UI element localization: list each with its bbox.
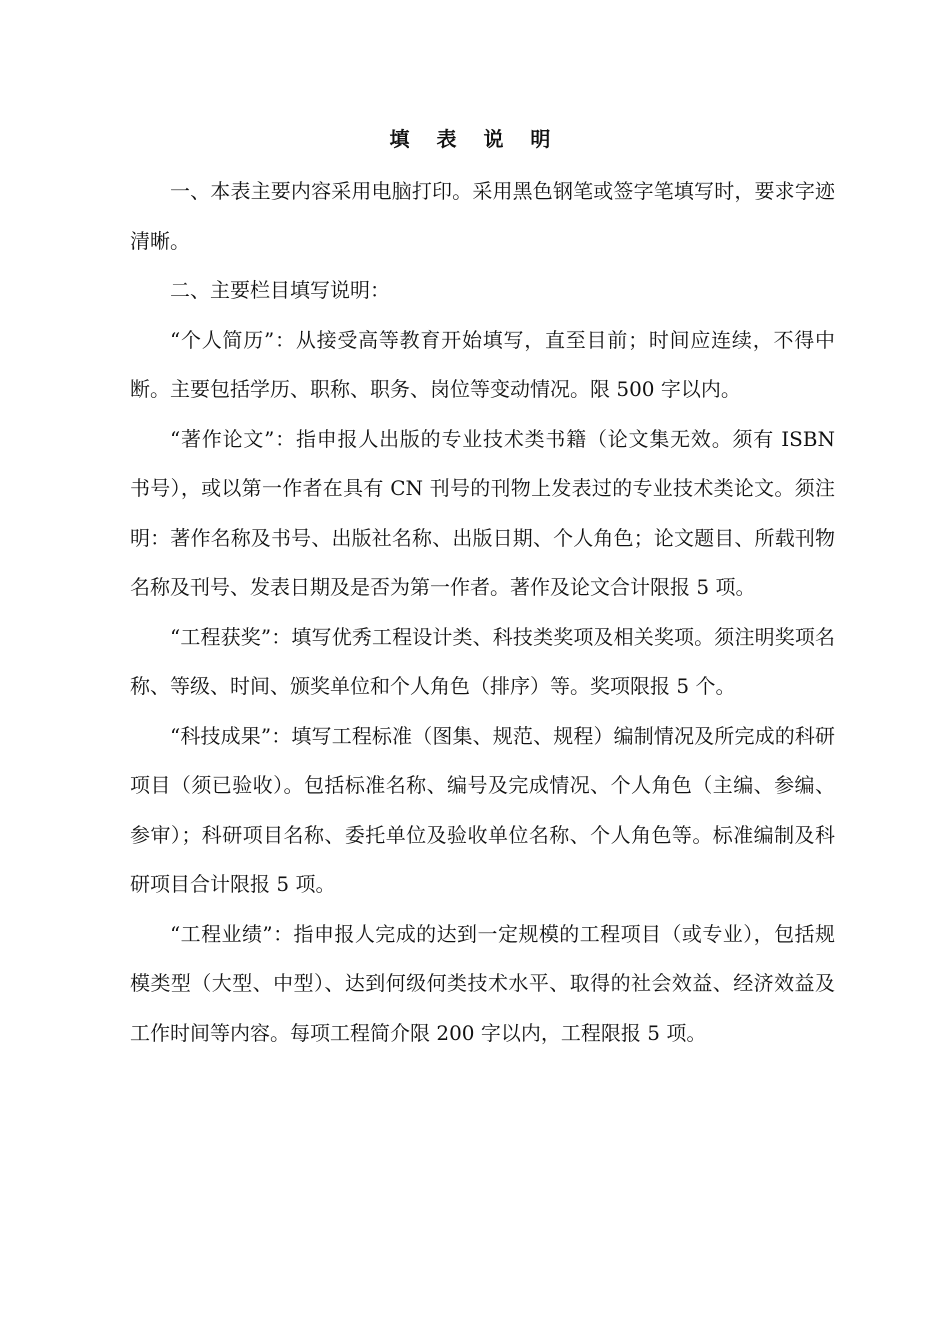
paragraph-resume: “个人简历”：从接受高等教育开始填写，直至目前；时间应连续，不得中断。主要包括学历、职称、职务、岗位等变动情况。限 500 字以内。 <box>130 327 835 401</box>
paragraph-projects: “工程业绩”：指申报人完成的达到一定规模的工程项目（或专业），包括规模类型（大型、中型）、达到何级何类技术水平、取得的社会效益、经济效益及工作时间等内容。每项工程简介限 200 字以内，工程限报 5 项。 <box>130 921 835 1045</box>
paragraph-awards: “工程获奖”：填写优秀工程设计类、科技类奖项及相关奖项。须注明奖项名称、等级、时间、颁奖单位和个人角色（排序）等。奖项限报 5 个。 <box>130 624 835 698</box>
document-body <box>130 167 835 1058</box>
paragraph-printing: 一、本表主要内容采用电脑打印。采用黑色钢笔或签字笔填写时，要求字迹清晰。 <box>130 179 835 253</box>
paragraph-main-columns: 二、主要栏目填写说明： <box>170 278 390 302</box>
page-title: 填 表 说 明 <box>389 127 561 151</box>
paragraph-publications: “著作论文”：指申报人出版的专业技术类书籍（论文集无效。须有 ISBN 书号），或以第一作者在具有 CN 刊号的刊物上发表过的专业技术类论文。须注明：著作名称及书号、出版社名称、出版日期、个人角色；论文题目、所载刊物名称及刊号、发表日期及是否为第一作者。著作及论文合计限报 5 项。 <box>130 426 835 599</box>
paragraph-achievements: “科技成果”：填写工程标准（图集、规范、规程）编制情况及所完成的科研项目（须已验收）。包括标准名称、编号及完成情况、个人角色（主编、参编、参审）；科研项目名称、委托单位及验收单位名称、个人角色等。标准编制及科研项目合计限报 5 项。 <box>130 723 835 896</box>
